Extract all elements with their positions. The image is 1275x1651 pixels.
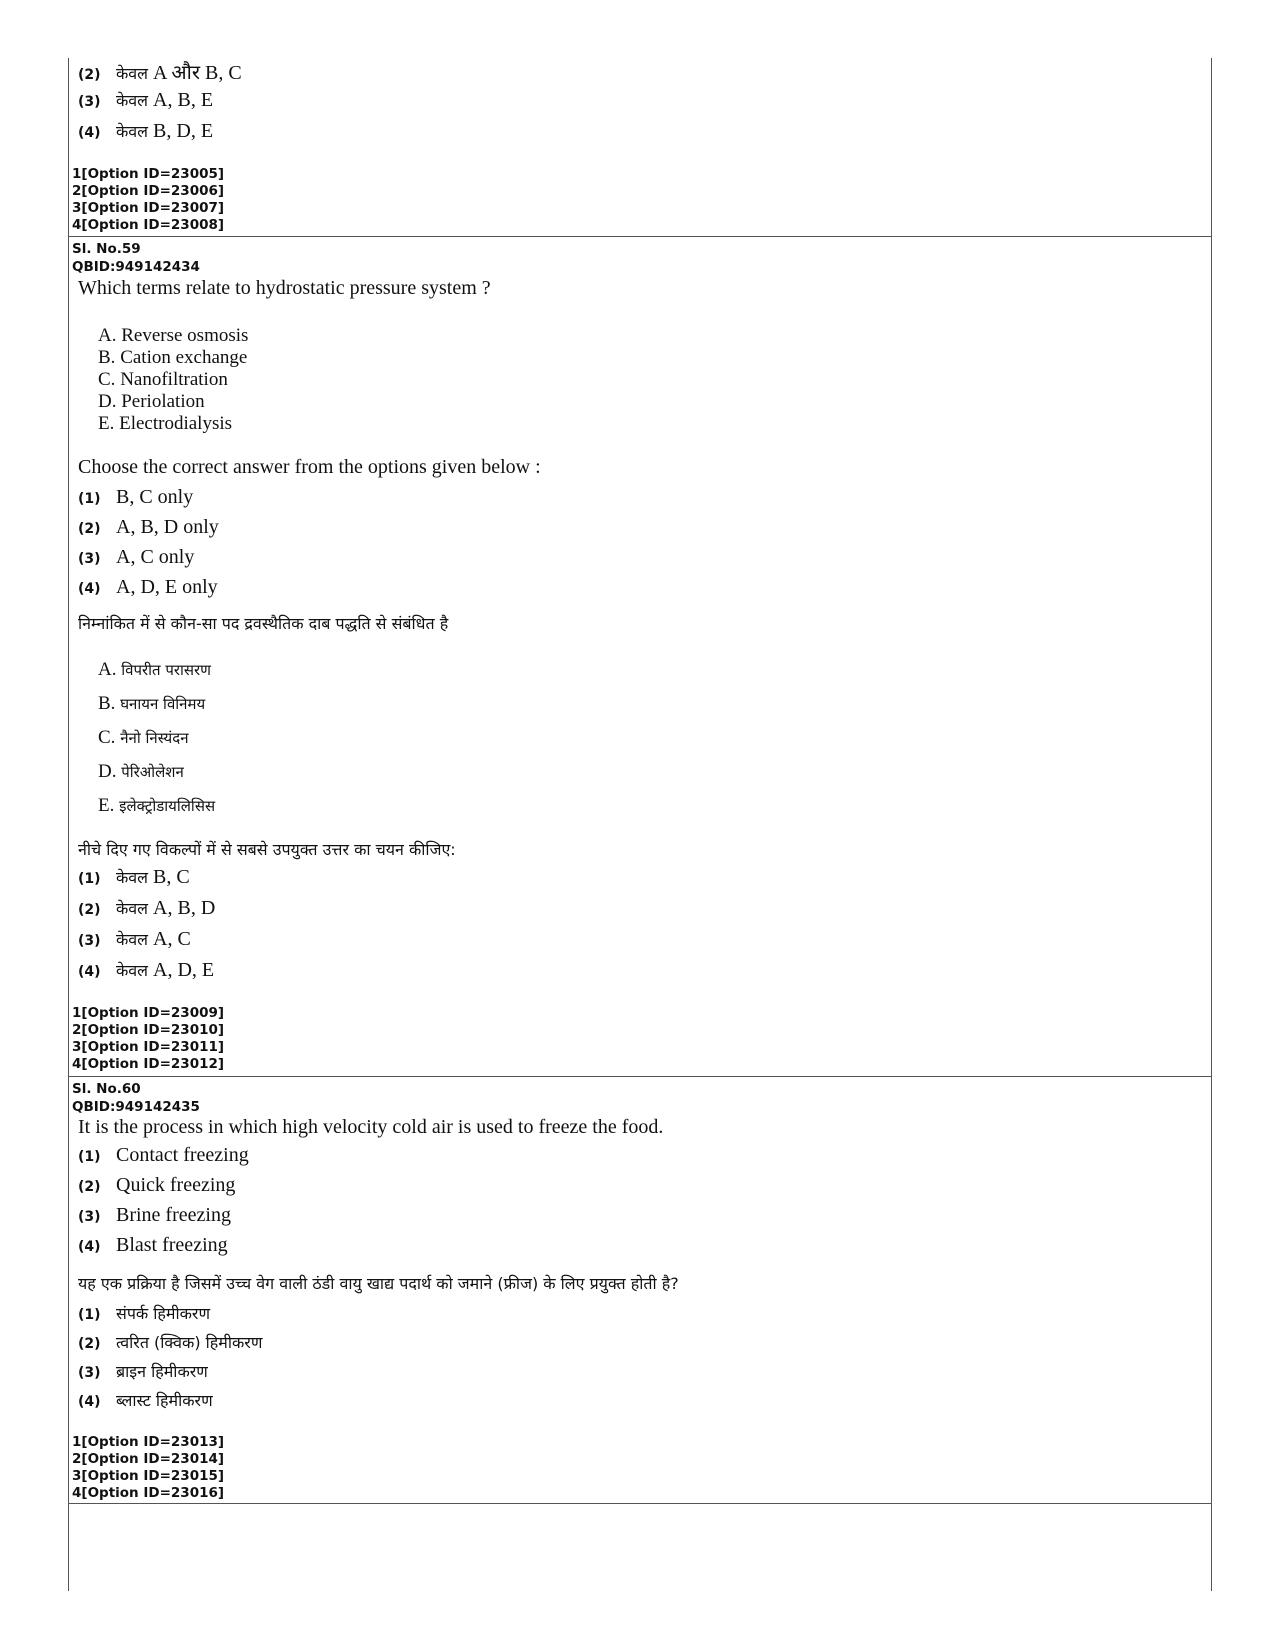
q59-choose-instruction-english: Choose the correct answer from the options given below : — [78, 456, 541, 478]
q60-header — [72, 1080, 1202, 1116]
option: (2) केवल A, B, D — [78, 897, 216, 919]
option: (1) संपर्क हिमीकरण — [78, 1304, 211, 1323]
option: (1) केवल B, C — [78, 866, 190, 888]
q59-question-hindi: निम्नांकित में से कौन-सा पद द्रवस्थैतिक दाब पद्धति से संबंधित है — [78, 614, 449, 633]
option-id: 1[Option ID=23009] — [72, 1005, 225, 1021]
serial-number: Sl. No.59 — [72, 241, 141, 257]
option-id: 4[Option ID=23012] — [72, 1056, 225, 1072]
option-id: 1[Option ID=23005] — [72, 166, 225, 182]
option: (3) Brine freezing — [78, 1204, 231, 1226]
option: (3) केवल A, C — [78, 928, 191, 950]
option-prefix: केवल — [116, 122, 149, 141]
option-text: A, B, E — [153, 89, 214, 111]
option-prefix: केवल — [116, 91, 149, 110]
option: (1) B, C only — [78, 486, 194, 508]
option-number: (3) — [78, 94, 101, 110]
option-id: 2[Option ID=23010] — [72, 1022, 225, 1038]
option — [72, 89, 1202, 120]
question-separator — [68, 1076, 1211, 1077]
statement: A. Reverse osmosis — [98, 325, 249, 346]
statement: C. नैनो निस्यंदन — [98, 727, 189, 748]
option-id: 3[Option ID=23007] — [72, 200, 225, 216]
qbid: QBID:949142435 — [72, 1099, 200, 1115]
option-text: B, D, E — [153, 120, 214, 142]
option-text: A और B, C — [153, 62, 242, 84]
serial-number: Sl. No.60 — [72, 1081, 141, 1097]
option-number: (4) — [78, 125, 101, 141]
option: (3) A, C only — [78, 546, 195, 568]
option — [72, 58, 1202, 89]
option: (4) केवल A, D, E — [78, 959, 215, 981]
option — [72, 120, 1202, 151]
q59-statements-hindi — [72, 653, 1202, 823]
statement: E. Electrodialysis — [98, 413, 233, 434]
statement: D. पेरिओलेशन — [98, 761, 184, 782]
q59-options-hindi — [72, 866, 1202, 990]
statement: A. विपरीत परासरण — [98, 659, 211, 680]
statement: E. इलेक्ट्रोडायलिसिस — [98, 795, 216, 816]
statement: B. Cation exchange — [98, 347, 248, 368]
option: (2) त्वरित (क्विक) हिमीकरण — [78, 1333, 263, 1352]
q59-choose-instruction-hindi: नीचे दिए गए विकल्पों में से सबसे उपयुक्त उत्तर का चयन कीजिए: — [78, 840, 456, 859]
option-number: (2) — [78, 67, 101, 83]
q59-header — [72, 240, 1202, 276]
option: (4) A, D, E only — [78, 576, 218, 598]
q60-options-english — [72, 1144, 1202, 1264]
q59-options-english — [72, 486, 1202, 606]
qbid: QBID:949142434 — [72, 259, 200, 275]
option-id: 4[Option ID=23016] — [72, 1485, 225, 1501]
option-id: 3[Option ID=23015] — [72, 1468, 225, 1484]
option: (3) ब्राइन हिमीकरण — [78, 1362, 208, 1381]
option: (2) Quick freezing — [78, 1174, 236, 1196]
q60-question-english: It is the process in which high velocity cold air is used to freeze the food. — [78, 1116, 664, 1138]
option-id: 2[Option ID=23014] — [72, 1451, 225, 1467]
option-id: 4[Option ID=23008] — [72, 217, 225, 233]
question-separator — [68, 236, 1211, 237]
q60-question-hindi: यह एक प्रक्रिया है जिसमें उच्च वेग वाली ठंडी वायु खाद्य पदार्थ को जमाने (फ्रीज) के लिए प्रयुक्त होती है? — [78, 1274, 679, 1293]
q60-options-hindi — [72, 1302, 1202, 1418]
q59-question-english: Which terms relate to hydrostatic pressure system ? — [78, 277, 491, 299]
q58-option-ids — [72, 166, 1202, 234]
option: (4) Blast freezing — [78, 1234, 228, 1256]
q59-statements-english — [72, 325, 1202, 435]
q59-option-ids — [72, 1005, 1202, 1073]
statement: B. घनायन विनिमय — [98, 693, 206, 714]
option: (1) Contact freezing — [78, 1144, 249, 1166]
option-id: 1[Option ID=23013] — [72, 1434, 225, 1450]
statement: D. Periolation — [98, 391, 205, 412]
option-id: 2[Option ID=23006] — [72, 183, 225, 199]
q58-options-hindi — [72, 58, 1202, 151]
option: (4) ब्लास्ट हिमीकरण — [78, 1391, 213, 1410]
q60-option-ids — [72, 1434, 1202, 1502]
option: (2) A, B, D only — [78, 516, 219, 538]
statement: C. Nanofiltration — [98, 369, 228, 390]
question-separator — [68, 1503, 1211, 1504]
option-prefix: केवल — [116, 64, 149, 83]
option-id: 3[Option ID=23011] — [72, 1039, 225, 1055]
